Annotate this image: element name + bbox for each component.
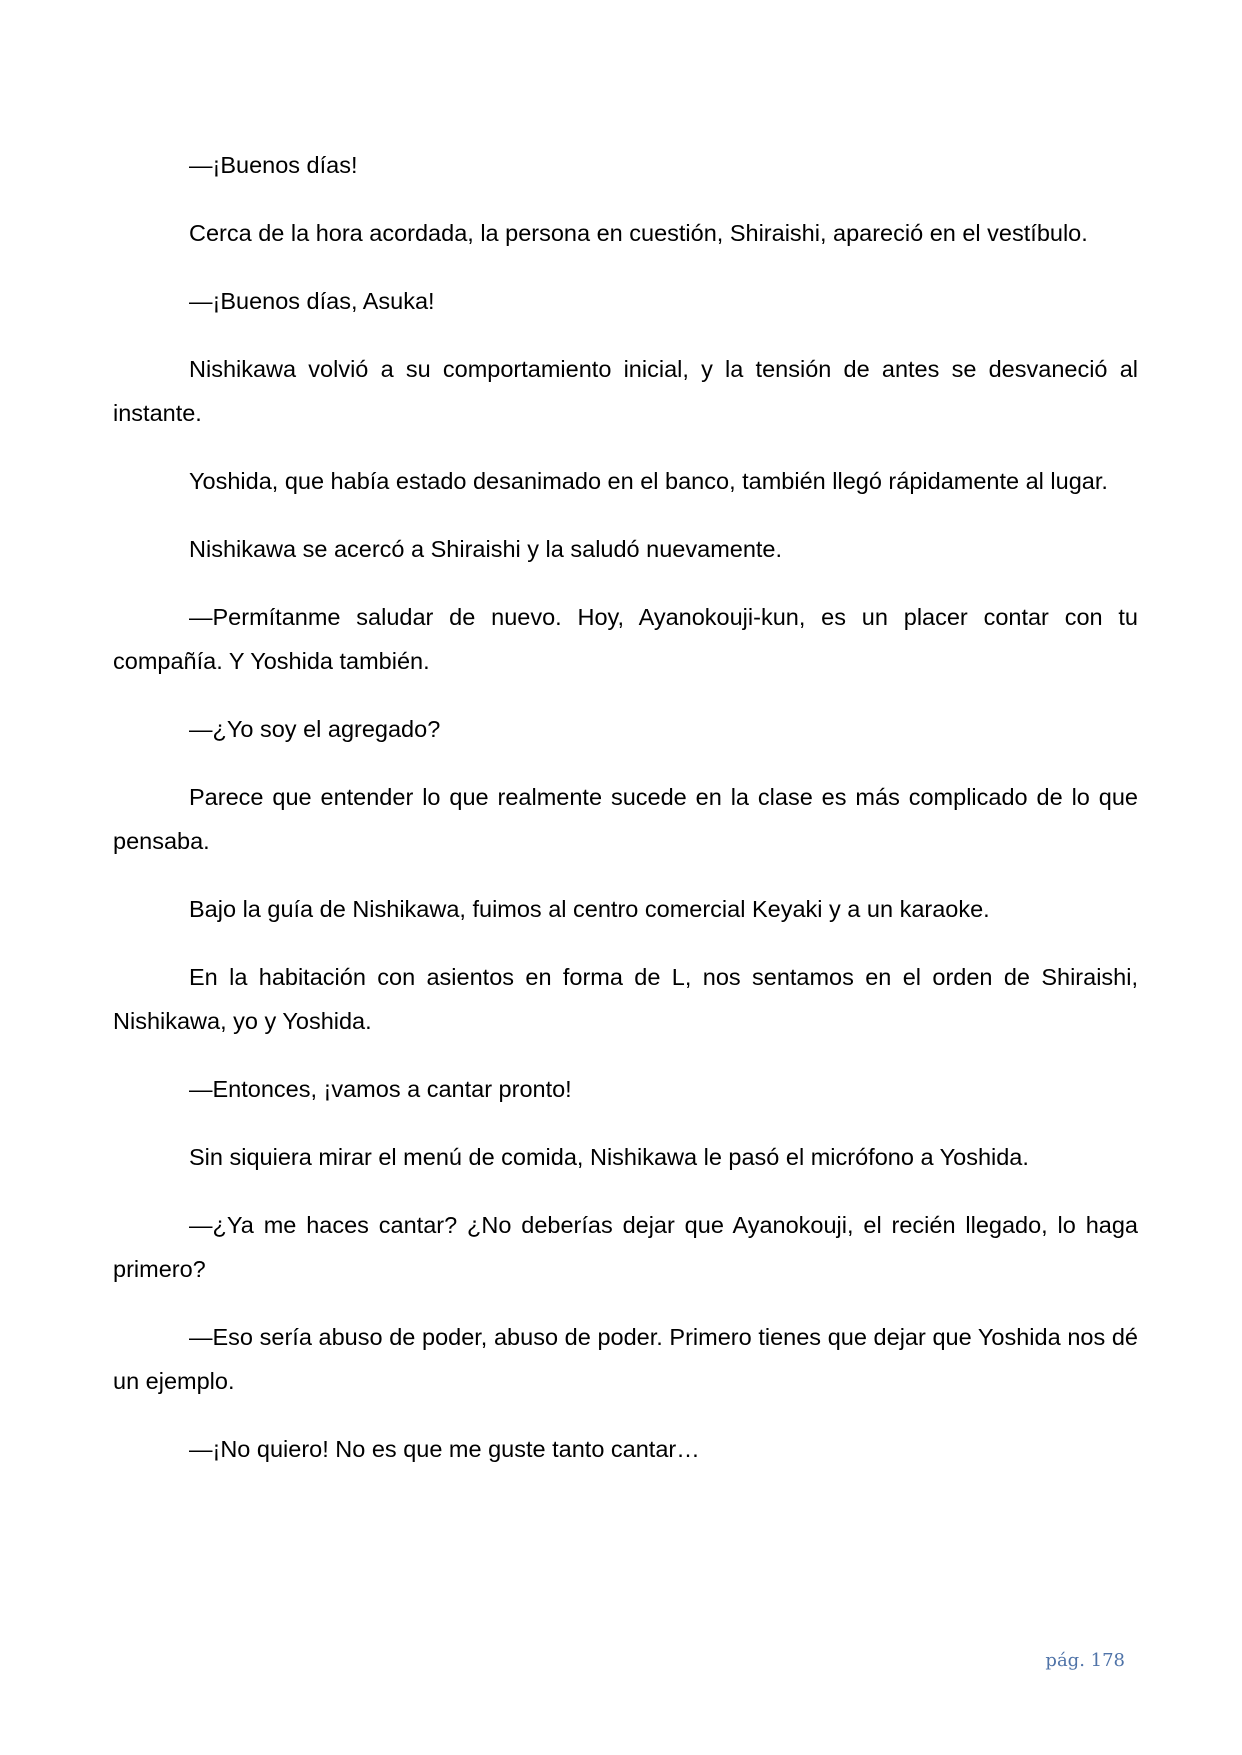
paragraph: Yoshida, que había estado desanimado en el banco, también llegó rápidamente al lugar.: [189, 468, 1108, 494]
paragraph: En la habitación con asientos en forma de L, nos sentamos en el orden de Shiraishi, Nishikawa, yo y Yoshida.: [113, 964, 1138, 1034]
paragraph: —¿Yo soy el agregado?: [189, 716, 441, 742]
paragraph: —¿Ya me haces cantar? ¿No deberías dejar que Ayanokouji, el recién llegado, lo haga primero?: [113, 1212, 1138, 1282]
paragraph: —Entonces, ¡vamos a cantar pronto!: [189, 1076, 572, 1102]
paragraph: —¡No quiero! No es que me guste tanto cantar…: [189, 1436, 700, 1462]
paragraph: —¡Buenos días!: [189, 152, 358, 178]
paragraph: Nishikawa se acercó a Shiraishi y la saludó nuevamente.: [189, 536, 783, 562]
paragraph: Cerca de la hora acordada, la persona en cuestión, Shiraishi, apareció en el vestíbulo.: [189, 220, 1088, 246]
paragraph: Nishikawa volvió a su comportamiento inicial, y la tensión de antes se desvaneció al instante.: [113, 356, 1138, 426]
paragraph: Parece que entender lo que realmente sucede en la clase es más complicado de lo que pensaba.: [113, 784, 1138, 854]
document-body: [113, 143, 1138, 1495]
paragraph: —Permítanme saludar de nuevo. Hoy, Ayanokouji-kun, es un placer contar con tu compañía. Y Yoshida también.: [113, 604, 1138, 674]
paragraph: Sin siquiera mirar el menú de comida, Nishikawa le pasó el micrófono a Yoshida.: [189, 1144, 1029, 1170]
paragraph: —Eso sería abuso de poder, abuso de poder. Primero tienes que dejar que Yoshida nos dé un ejemplo.: [113, 1324, 1138, 1394]
paragraph: Bajo la guía de Nishikawa, fuimos al centro comercial Keyaki y a un karaoke.: [189, 896, 990, 922]
paragraph: —¡Buenos días, Asuka!: [189, 288, 435, 314]
page-number: pág. 178: [1045, 1650, 1125, 1671]
